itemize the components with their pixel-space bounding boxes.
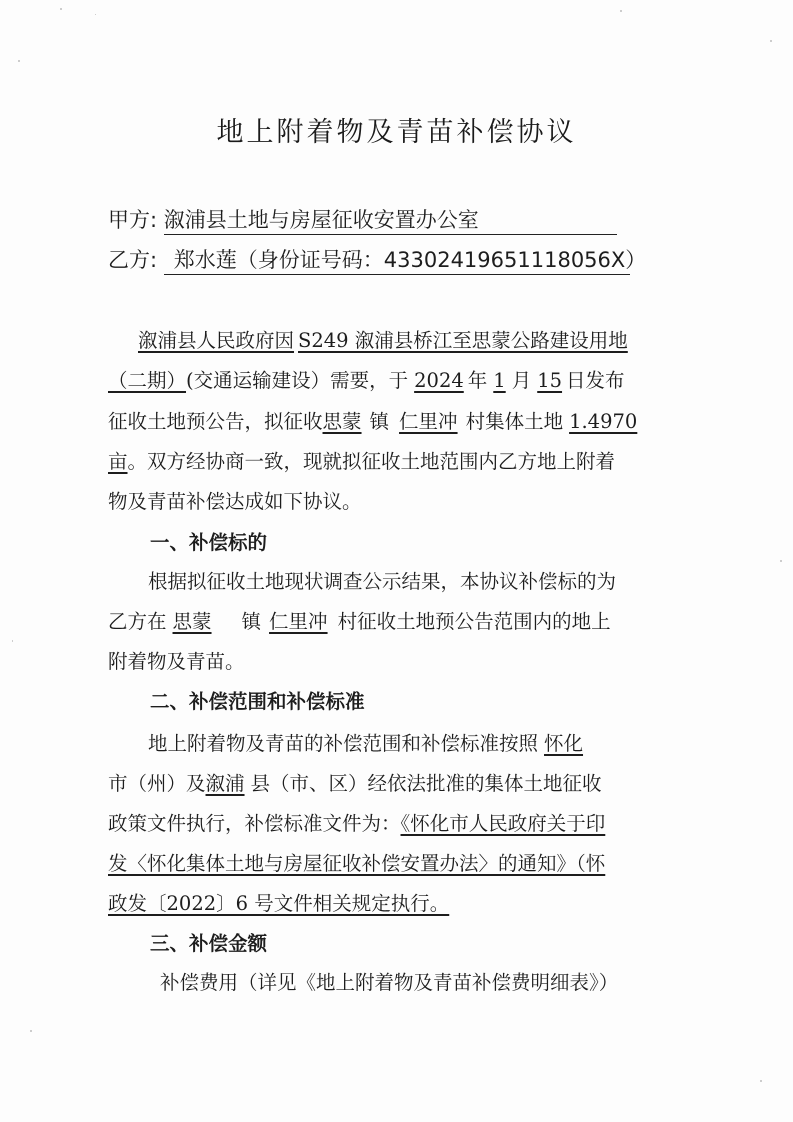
- section2-line3-a: 政策文件执行，补偿标准文件为：: [108, 812, 401, 835]
- scan-noise: [620, 10, 622, 12]
- section1-town: [167, 610, 234, 633]
- scan-noise: [770, 40, 772, 42]
- intro-area: 1.4970: [569, 410, 638, 433]
- intro-reason: (交通运输建设）需要，于: [186, 369, 409, 392]
- intro-line-5: [108, 492, 362, 512]
- section2-doc-part1: 《怀化市人民政府关于印: [400, 812, 606, 835]
- section2-line2-b: 县（市、区）经依法批准的集体土地征收: [250, 772, 602, 795]
- party-a-value: 溆浦县土地与房屋征收安置办公室: [164, 204, 617, 235]
- section2-line-1: [148, 734, 617, 754]
- section1-heading: 一、补偿标的: [150, 531, 268, 554]
- section2-line-5: [108, 894, 449, 914]
- section1-line-3: [108, 652, 245, 672]
- section3-line-1: [160, 973, 618, 993]
- section1-line-1: [148, 572, 616, 592]
- intro-line-1: [138, 331, 628, 351]
- intro-month: 1: [493, 369, 506, 392]
- section2-city-text: 怀化: [544, 732, 584, 755]
- intro-line4-rest: 。双方经协商一致，现就拟征收土地范围内乙方地上附着: [127, 450, 616, 473]
- section2-county: 溆浦: [205, 772, 245, 795]
- intro-project-a: S249 溆浦县桥江至思蒙公路建设用地: [298, 329, 628, 352]
- intro-month-unit: 月: [511, 369, 532, 392]
- scan-noise: [95, 14, 96, 15]
- party-b: [108, 244, 647, 275]
- section1-village-text: 仁里冲: [269, 610, 328, 633]
- intro-year-unit: 年: [467, 369, 488, 392]
- party-a-label: 甲方:: [108, 208, 158, 232]
- intro-day: 15: [537, 369, 563, 392]
- section2-doc-part3: 政发〔2022〕6 号文件相关规定执行。: [108, 892, 450, 915]
- section1-town-unit: 镇: [241, 610, 262, 633]
- section2-line-2: [108, 774, 602, 794]
- intro-line-3: [108, 412, 637, 432]
- intro-line-4: [108, 452, 615, 472]
- section1-text-1: 根据拟征收土地现状调查公示结果，本协议补偿标的为: [148, 570, 617, 593]
- section1-line2-b: 村征收土地预公告范围内的地上: [337, 610, 611, 633]
- party-b-value: 郑水莲（身份证号码：43302419651118056X）: [164, 244, 630, 275]
- intro-gov: 溆浦县人民政府因: [138, 329, 295, 352]
- intro-village: 仁里冲: [399, 410, 458, 433]
- scan-noise: [30, 1030, 32, 1032]
- section2-line-4: [108, 854, 605, 874]
- party-b-label: 乙方:: [108, 248, 158, 272]
- scan-noise: [60, 8, 62, 10]
- section2-doc-part2: 发〈怀化集体土地与房屋征收补偿安置办法〉的通知》（怀: [108, 852, 606, 875]
- intro-town-unit: 镇: [369, 410, 390, 433]
- section1-line2-a: 乙方在: [108, 610, 167, 633]
- scan-noise: [12, 640, 13, 642]
- section3-heading: 三、补偿金额: [150, 932, 268, 955]
- intro-project-b: （二期）: [108, 369, 187, 392]
- section1-line-2: [108, 612, 611, 632]
- section3-text-1: 补偿费用（详见《地上附着物及青苗补偿费明细表》）: [160, 971, 619, 994]
- scan-noise: [760, 1080, 762, 1082]
- section1-text-3: 附着物及青苗。: [108, 650, 245, 673]
- intro-town: 思蒙: [322, 410, 362, 433]
- scan-noise: [780, 560, 782, 562]
- section2-line-3: [108, 814, 605, 834]
- page-title: 地上附着物及青苗补偿协议: [216, 117, 577, 148]
- section2-city: [538, 732, 617, 755]
- section1-village: [269, 610, 338, 633]
- section2-line1-a: 地上附着物及青苗的补偿范围和补偿标准按照: [148, 732, 539, 755]
- section1-town-text: 思蒙: [172, 610, 212, 633]
- intro-line-2: [108, 371, 625, 391]
- section2-heading: 二、补偿范围和补偿标准: [150, 690, 365, 713]
- party-a: [108, 204, 617, 235]
- intro-day-unit: 日发布: [566, 369, 625, 392]
- intro-village-unit: 村集体土地: [465, 410, 564, 433]
- intro-area-unit: 亩: [108, 450, 128, 473]
- intro-year: 2024: [414, 369, 464, 392]
- section2-line2-a: 市（州）及: [108, 772, 206, 795]
- scan-noise: [18, 60, 20, 62]
- intro-line3-a: 征收土地预公告，拟征收: [108, 410, 323, 433]
- intro-line5: 物及青苗补偿达成如下协议。: [108, 490, 362, 513]
